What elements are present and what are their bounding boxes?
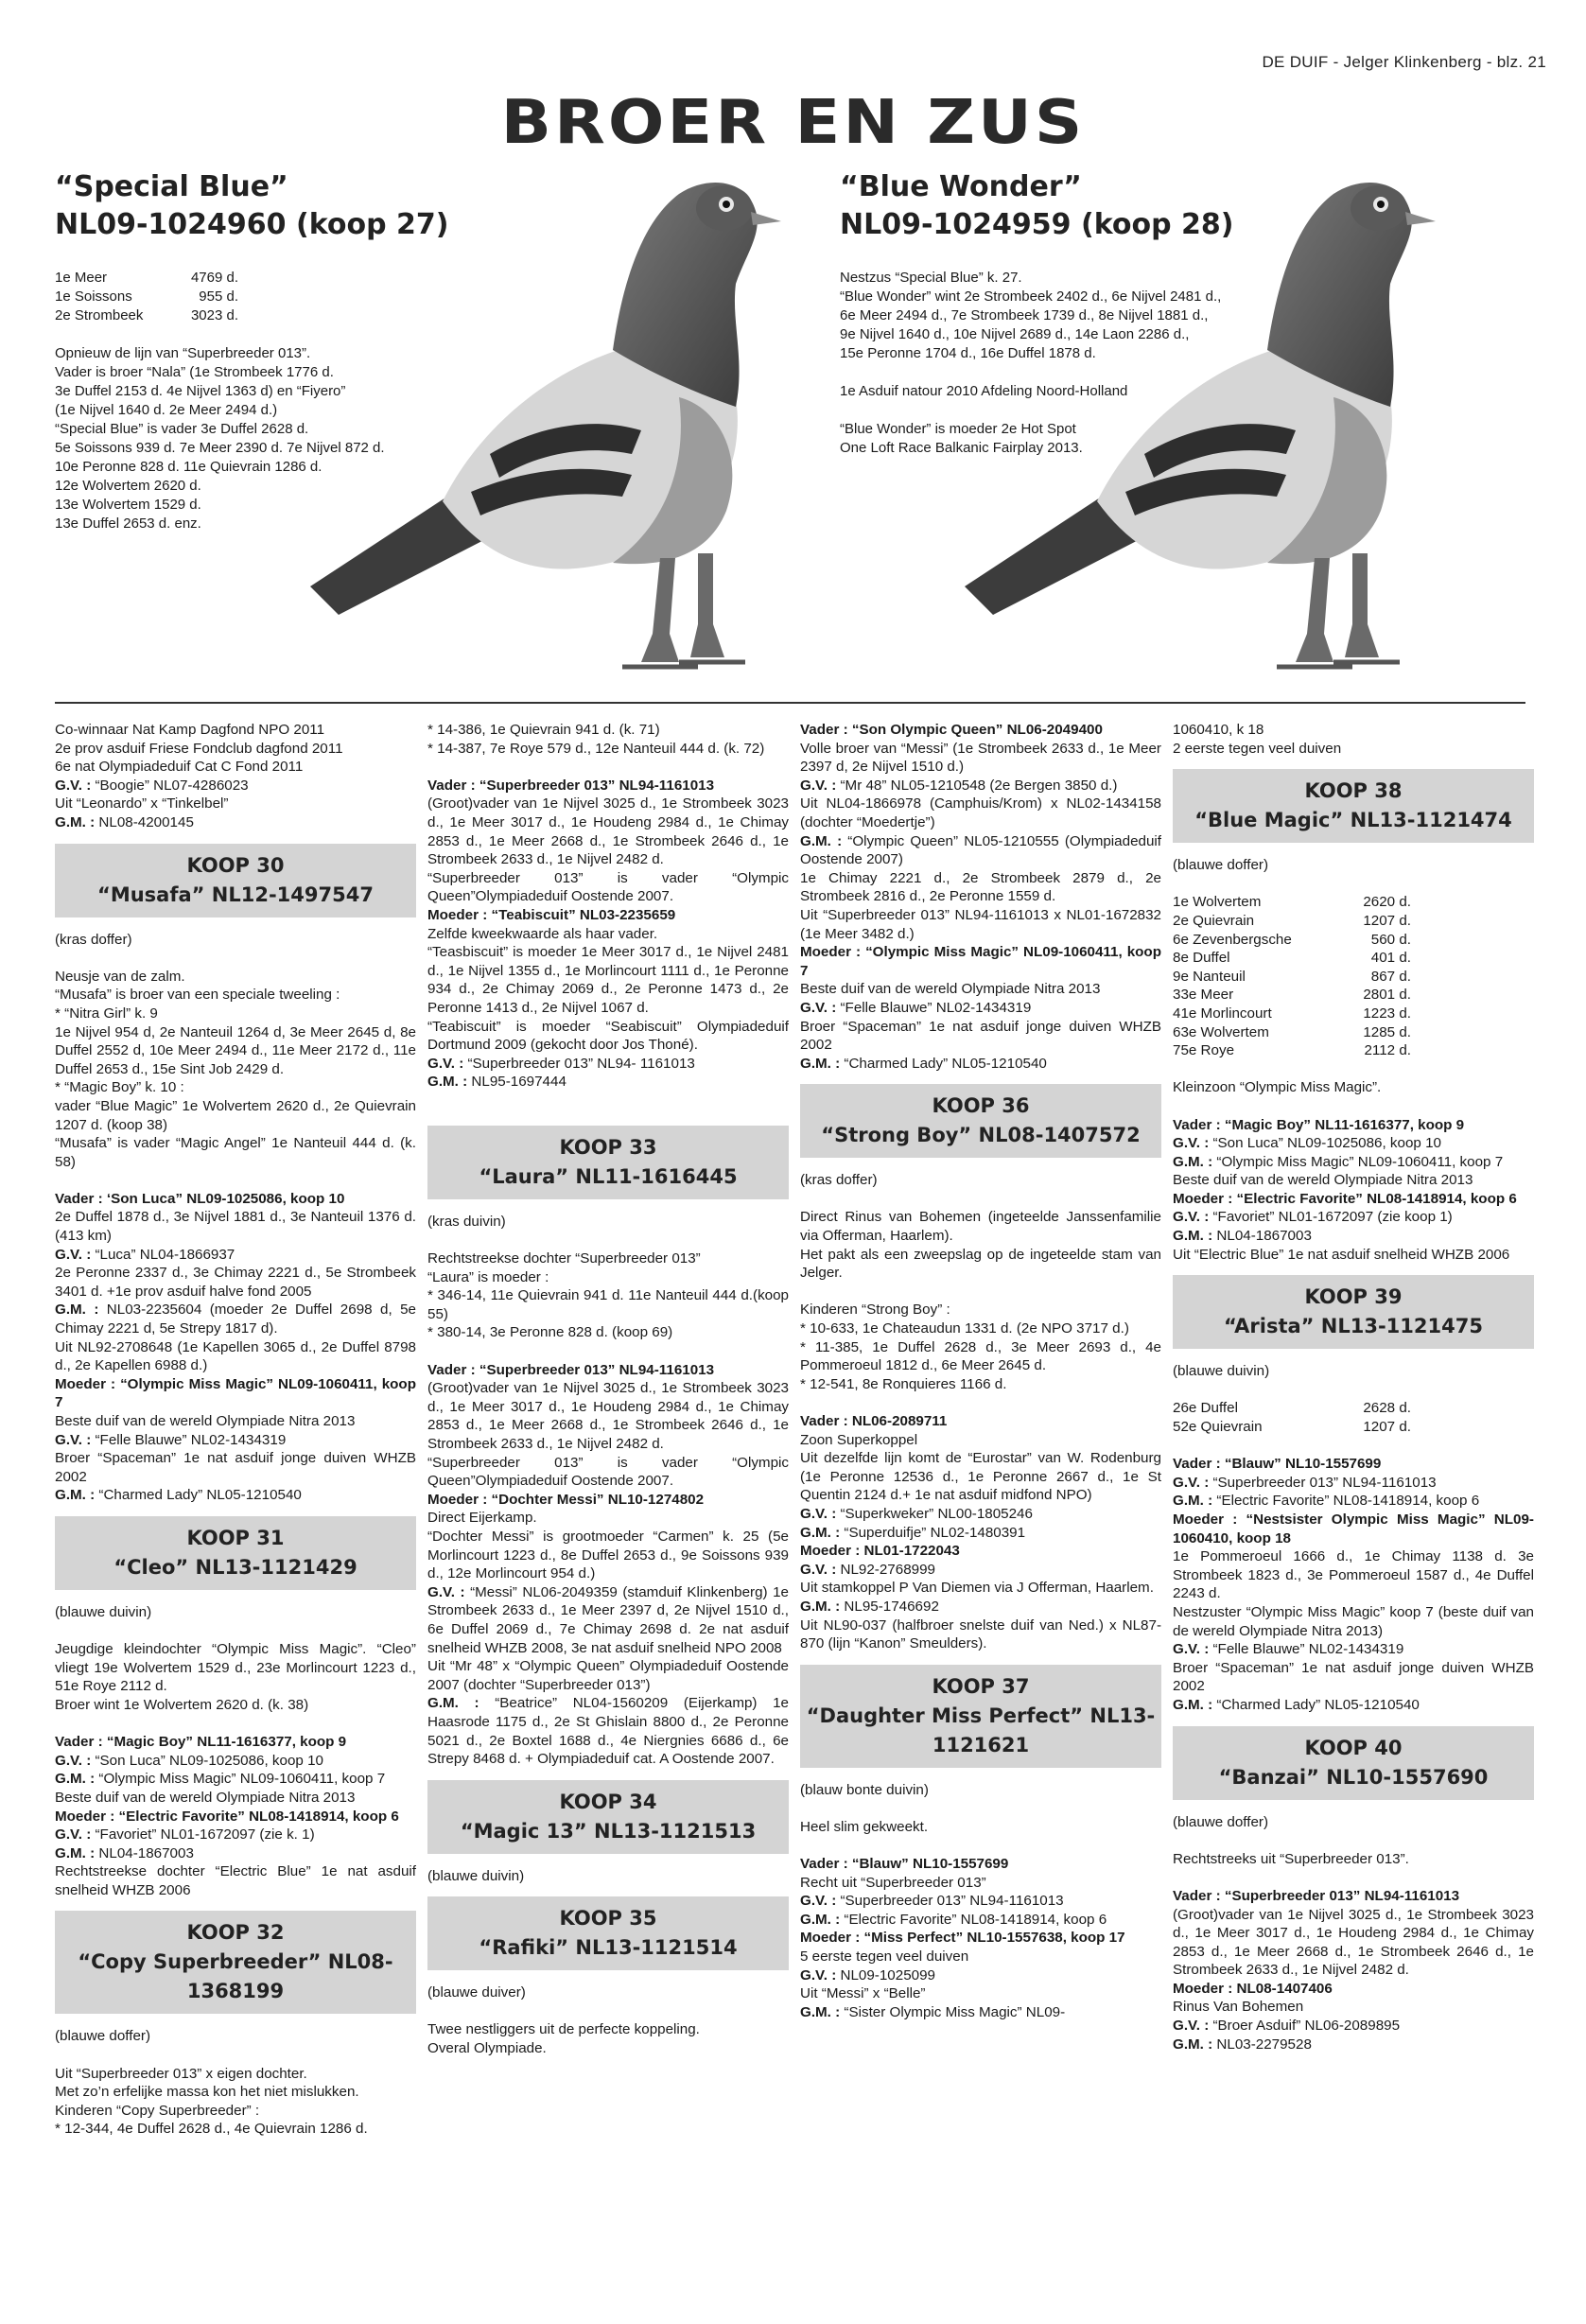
text-line: Broer wint 1e Wolvertem 2620 d. (k. 38) bbox=[55, 1696, 309, 1713]
text-line: “Laura” is moeder : bbox=[427, 1268, 549, 1285]
text-line: G.V. : “Mr 48” NL05-1210548 (2e Bergen 3850 d.) bbox=[800, 777, 1118, 794]
column-3 bbox=[800, 721, 1161, 2021]
text-line: 3e Duffel 2153 d. 4e Nijvel 1363 d) en “Fiyero” bbox=[55, 383, 346, 399]
divider-rule bbox=[55, 702, 1525, 704]
text-line: “Superbreeder 013” is vader “Olympic Queen”Olympiadeduif Oostende 2007. bbox=[427, 1454, 789, 1490]
koop-40-heading: KOOP 40 “Banzai” NL10-1557690 bbox=[1173, 1726, 1534, 1800]
text-line: Moeder : “Electric Favorite” NL08-1418914, koop 6 bbox=[1173, 1190, 1517, 1207]
text-line: G.M. : NL95-1746692 bbox=[800, 1598, 939, 1615]
text-line: G.M. : “Sister Olympic Miss Magic” NL09- bbox=[800, 2003, 1066, 2020]
koop-38-heading: KOOP 38 “Blue Magic” NL13-1121474 bbox=[1173, 769, 1534, 843]
stat-row: 63e Wolvertem 1285 d. bbox=[1173, 1023, 1411, 1040]
right-bird-name: “Blue Wonder” bbox=[840, 170, 1082, 203]
text-line: Beste duif van de wereld Olympiade Nitra 2013 bbox=[55, 1413, 356, 1429]
text-line: (blauwe doffer) bbox=[55, 2028, 151, 2045]
text-line: Beste duif van de wereld Olympiade Nitra 2013 bbox=[1173, 1172, 1473, 1189]
text-line: 6e nat Olympiadeduif Cat C Fond 2011 bbox=[55, 759, 304, 776]
text-line: Moeder : “Electric Favorite” NL08-1418914, koop 6 bbox=[55, 1808, 399, 1825]
text-line: * 14-386, 1e Quievrain 941 d. (k. 71) bbox=[427, 722, 660, 738]
text-line: G.V. : NL92-2768999 bbox=[800, 1561, 935, 1578]
text-line: Met zo’n erfelijke massa kon het niet mislukken. bbox=[55, 2084, 359, 2101]
text-line: G.M. : NL04-1867003 bbox=[1173, 1228, 1312, 1245]
text-line: G.V. : “Superbreeder 013” NL94-1161013 bbox=[800, 1893, 1064, 1910]
pigeon-photo-left bbox=[301, 170, 830, 695]
text-line: 1e Asduif natour 2010 Afdeling Noord-Holland bbox=[840, 383, 1128, 399]
stat-value: 3023 d. bbox=[190, 307, 238, 323]
text-line: Moeder : “Teabiscuit” NL03-2235659 bbox=[427, 906, 676, 923]
text-line: 2e Duffel 1878 d., 3e Nijvel 1881 d., 3e Nanteuil 1376 d. (413 km) bbox=[55, 1209, 416, 1245]
koop-31-heading: KOOP 31 “Cleo” NL13-1121429 bbox=[55, 1516, 416, 1590]
text-line: G.V. : “Superbreeder 013” NL94- 1161013 bbox=[427, 1055, 695, 1072]
text-line: G.M. : NL03-2279528 bbox=[1173, 2036, 1312, 2053]
text-line: Beste duif van de wereld Olympiade Nitra 2013 bbox=[800, 981, 1101, 998]
text-line: 1e Chimay 2221 d., 2e Strombeek 2879 d., 2e Strombeek 2816 d., 2e Peronne 1559 d. bbox=[800, 869, 1161, 905]
text-line: Direct Eijerkamp. bbox=[427, 1510, 537, 1527]
text-line: (blauwe duiver) bbox=[427, 1984, 526, 2001]
text-line: G.V. : “Son Luca” NL09-1025086, koop 10 bbox=[1173, 1135, 1441, 1152]
koop-34-heading: KOOP 34 “Magic 13” NL13-1121513 bbox=[427, 1780, 789, 1854]
text-line: * 12-344, 4e Duffel 2628 d., 4e Quievrain 1286 d. bbox=[55, 2121, 368, 2138]
text-line: Moeder : NL01-1722043 bbox=[800, 1543, 960, 1560]
text-line: G.V. : “Felle Blauwe” NL02-1434319 bbox=[800, 999, 1032, 1016]
text-line: Recht uit “Superbreeder 013” bbox=[800, 1874, 986, 1891]
text-line: G.M. : “Olympic Miss Magic” NL09-1060411, koop 7 bbox=[1173, 1153, 1504, 1170]
stat-row: 6e Zevenbergsche 560 d. bbox=[1173, 931, 1411, 948]
text-line: Moeder : NL08-1407406 bbox=[1173, 1980, 1333, 1997]
text-line: * 10-633, 1e Chateaudun 1331 d. (2e NPO 3717 d.) bbox=[800, 1320, 1129, 1337]
right-bird-ring: NL09-1024959 (koop 28) bbox=[840, 208, 1234, 241]
text-line: Vader : “Superbreeder 013” NL94-1161013 bbox=[427, 777, 715, 794]
text-line: G.V. : “Luca” NL04-1866937 bbox=[55, 1246, 235, 1263]
text-line: G.V. : “Messi” NL06-2049359 (stamduif Klinkenberg) 1e Strombeek 2633 d., 1e Meer 2397 d, 2e Nijvel 1510 d., 6e Duffel 2069 d., 7e Chimay 2698 d. 2e nat asduif snelheid WHZB 2008, 3e nat asduif snelheid NPO 2008 bbox=[427, 1583, 789, 1656]
text-line: “Special Blue” is vader 3e Duffel 2628 d. bbox=[55, 421, 309, 437]
koop-32-heading: KOOP 32 “Copy Superbreeder” NL08-1368199 bbox=[55, 1911, 416, 2014]
text-line: 2e Peronne 2337 d., 3e Chimay 2221 d., 5e Strombeek 3401 d. +1e prov asduif halve fond 2005 bbox=[55, 1265, 416, 1300]
text-line: Vader : “Superbreeder 013” NL94-1161013 bbox=[427, 1361, 715, 1378]
stat-row: 1e Wolvertem 2620 d. bbox=[1173, 894, 1411, 911]
text-line: “Dochter Messi” is grootmoeder “Carmen” k. 25 (5e Morlincourt 1223 d., 8e Duffel 2653 d., 9e Soissons 939 d., 12e Morlincourt 954 d.) bbox=[427, 1528, 789, 1582]
text-line: G.V. : “Boogie” NL07-4286023 bbox=[55, 777, 249, 794]
text-line: Co-winnaar Nat Kamp Dagfond NPO 2011 bbox=[55, 722, 325, 738]
text-line: Uit “Messi” x “Belle” bbox=[800, 1985, 926, 2002]
text-line: Vader : “Magic Boy” NL11-1616377, koop 9 bbox=[1173, 1116, 1465, 1133]
text-line: G.M. : NL08-4200145 bbox=[55, 813, 194, 830]
text-line: * 380-14, 3e Peronne 828 d. (koop 69) bbox=[427, 1324, 673, 1341]
text-line: Kinderen “Copy Superbreeder” : bbox=[55, 2102, 260, 2119]
text-line: Vader : “Blauw” NL10-1557699 bbox=[1173, 1456, 1382, 1473]
text-line: Uit dezelfde lijn komt de “Eurostar” van W. Rodenburg (1e Peronne 12536 d., 1e Peronne 2667 d., 1e St Quentin 2124 d.+ 1e nat asduif midfond NPO) bbox=[800, 1450, 1161, 1504]
page-title: BROER EN ZUS bbox=[500, 86, 1086, 158]
text-line: 5 eerste tegen veel duiven bbox=[800, 1948, 969, 1966]
pigeon-photo-right bbox=[955, 170, 1485, 695]
text-line: G.M. : NL95-1697444 bbox=[427, 1074, 566, 1091]
text-line: (Groot)vader van 1e Nijvel 3025 d., 1e Strombeek 3023 d., 1e Meer 3017 d., 1e Houdeng 2984 d., 1e Chimay 2853 d., 1e Meer 2668 d., 1e Strombeek 2646 d., 1e Strombeek 2633 d., 1e Nijvel 2482 d. bbox=[1173, 1906, 1534, 1979]
koop-30-heading: KOOP 30 “Musafa” NL12-1497547 bbox=[55, 844, 416, 917]
text-line: (blauw bonte duivin) bbox=[800, 1781, 929, 1798]
stat-value: 955 d. bbox=[199, 288, 238, 305]
column-4 bbox=[1173, 721, 1534, 2053]
text-line: G.M. : “Charmed Lady” NL05-1210540 bbox=[800, 1055, 1047, 1072]
text-line: “Teabiscuit” is moeder “Seabiscuit” Olympiadeduif Dortmund 2009 (gekocht door Jos Thoné). bbox=[427, 1018, 789, 1054]
text-line: (kras doffer) bbox=[800, 1172, 878, 1189]
text-line: Moeder : “Olympic Miss Magic” NL09-1060411, koop 7 bbox=[800, 944, 1161, 979]
column-2 bbox=[427, 721, 789, 2058]
text-line: vader “Blue Magic” 1e Wolvertem 2620 d., 2e Quievrain 1207 d. (koop 38) bbox=[55, 1097, 416, 1133]
text-line: * 346-14, 11e Quievrain 941 d. 11e Nanteuil 444 d.(koop 55) bbox=[427, 1287, 789, 1322]
text-line: 6e Meer 2494 d., 7e Strombeek 1739 d., 8e Nijvel 1881 d., bbox=[840, 307, 1209, 323]
stat-row: 41e Morlincourt 1223 d. bbox=[1173, 1005, 1411, 1022]
text-line: Zelfde kweekwaarde als haar vader. bbox=[427, 925, 658, 942]
text-line: G.M. : “Electric Favorite” NL08-1418914, koop 6 bbox=[800, 1911, 1107, 1928]
text-line: G.V. : “Favoriet” NL01-1672097 (zie koop 1) bbox=[1173, 1209, 1453, 1226]
text-line: G.V. : “Son Luca” NL09-1025086, koop 10 bbox=[55, 1752, 323, 1769]
text-line: Beste duif van de wereld Olympiade Nitra 2013 bbox=[55, 1789, 356, 1806]
text-line: (blauwe duivin) bbox=[1173, 1363, 1270, 1380]
text-line: “Blue Wonder” wint 2e Strombeek 2402 d., 6e Nijvel 2481 d., bbox=[840, 288, 1222, 305]
text-line: Nestzuster “Olympic Miss Magic” koop 7 (beste duif van de wereld Olympiade Nitra 2013) bbox=[1173, 1603, 1534, 1639]
running-head: DE DUIF - Jelger Klinkenberg - blz. 21 bbox=[1262, 53, 1546, 71]
stat-row: 75e Roye 2112 d. bbox=[1173, 1042, 1411, 1059]
text-line: 10e Peronne 828 d. 11e Quievrain 1286 d. bbox=[55, 459, 322, 475]
text-line: Uit NL04-1866978 (Camphuis/Krom) x NL02-1434158 (dochter “Moedertje”) bbox=[800, 795, 1161, 830]
stat-row: 26e Duffel 2628 d. bbox=[1173, 1400, 1411, 1417]
text-line: 2 eerste tegen veel duiven bbox=[1173, 740, 1342, 757]
text-line: Vader : ‘Son Luca” NL09-1025086, koop 10 bbox=[55, 1190, 345, 1207]
text-line: “Musafa” is broer van een speciale tweeling : bbox=[55, 987, 340, 1004]
text-line: Uit NL92-2708648 (1e Kapellen 3065 d., 2e Duffel 8798 d., 2e Kapellen 6988 d.) bbox=[55, 1338, 416, 1374]
text-line: G.V. : “Superkweker” NL00-1805246 bbox=[800, 1505, 1033, 1522]
text-line: “Blue Wonder” is moeder 2e Hot Spot bbox=[840, 421, 1076, 437]
text-line: Neusje van de zalm. bbox=[55, 968, 185, 985]
stat-row: 2e Quievrain 1207 d. bbox=[1173, 912, 1411, 929]
stat-row: 8e Duffel 401 d. bbox=[1173, 950, 1411, 967]
left-bird-ring: NL09-1024960 (koop 27) bbox=[55, 208, 449, 241]
text-line: G.M. : “Charmed Lady” NL05-1210540 bbox=[1173, 1696, 1420, 1713]
text-line: Zoon Superkoppel bbox=[800, 1431, 918, 1448]
text-line: Nestzus “Special Blue” k. 27. bbox=[840, 270, 1022, 286]
text-line: G.M. : “Electric Favorite” NL08-1418914, koop 6 bbox=[1173, 1493, 1480, 1510]
text-line: Moeder : “Nestsister Olympic Miss Magic” NL09-1060410, koop 18 bbox=[1173, 1511, 1534, 1546]
koop-39-heading: KOOP 39 “Arista” NL13-1121475 bbox=[1173, 1275, 1534, 1349]
text-line: 2e prov asduif Friese Fondclub dagfond 2011 bbox=[55, 740, 343, 757]
text-line: 13e Duffel 2653 d. enz. bbox=[55, 515, 201, 532]
text-line: Uit stamkoppel P Van Diemen via J Offerman, Haarlem. bbox=[800, 1580, 1154, 1597]
text-line: (blauwe duivin) bbox=[427, 1867, 525, 1884]
koop-35-heading: KOOP 35 “Rafiki” NL13-1121514 bbox=[427, 1896, 789, 1970]
text-line: G.M. : “Charmed Lady” NL05-1210540 bbox=[55, 1487, 302, 1504]
text-line: G.M. : “Olympic Miss Magic” NL09-1060411, koop 7 bbox=[55, 1771, 386, 1788]
koop-33-heading: KOOP 33 “Laura” NL11-1616445 bbox=[427, 1126, 789, 1199]
text-line: G.M. : “Olympic Queen” NL05-1210555 (Olympiadeduif Oostende 2007) bbox=[800, 832, 1161, 868]
text-line: Uit “Electric Blue” 1e nat asduif snelheid WHZB 2006 bbox=[1173, 1246, 1510, 1263]
stat-value: 4769 d. bbox=[190, 270, 238, 286]
text-line: 5e Soissons 939 d. 7e Meer 2390 d. 7e Nijvel 872 d. bbox=[55, 440, 385, 456]
text-line: G.V. : “Felle Blauwe” NL02-1434319 bbox=[1173, 1641, 1404, 1658]
text-line: Uit “Leonardo” x “Tinkelbel” bbox=[55, 795, 229, 813]
text-line: (blauwe doffer) bbox=[1173, 857, 1269, 874]
text-line: (kras duivin) bbox=[427, 1213, 506, 1230]
left-bird-name: “Special Blue” bbox=[55, 170, 288, 203]
text-line: Moeder : “Olympic Miss Magic” NL09-1060411, koop 7 bbox=[55, 1375, 416, 1411]
text-line: Jeugdige kleindochter “Olympic Miss Magic”. “Cleo” vliegt 19e Wolvertem 1529 d., 23e Morlincourt 1223 d., 51e Roye 2112 d. bbox=[55, 1641, 416, 1695]
text-line: * “Magic Boy” k. 10 : bbox=[55, 1079, 184, 1096]
text-line: G.V. : “Superbreeder 013” NL94-1161013 bbox=[1173, 1474, 1437, 1491]
text-line: (blauwe duivin) bbox=[55, 1603, 152, 1620]
text-line: (Groot)vader van 1e Nijvel 3025 d., 1e Strombeek 3023 d., 1e Meer 3017 d., 1e Houdeng 2984 d., 1e Chimay 2853 d., 1e Meer 2668 d., 1e Strombeek 2646 d., 1e Strombeek 2633 d., 1e Nijvel 2482 d. bbox=[427, 1380, 789, 1452]
text-line: Moeder : “Dochter Messi” NL10-1274802 bbox=[427, 1491, 705, 1508]
text-line: 12e Wolvertem 2620 d. bbox=[55, 478, 201, 494]
text-line: 9e Nijvel 1640 d., 10e Nijvel 2689 d., 14e Laon 2286 d., bbox=[840, 326, 1190, 342]
text-line: Opnieuw de lijn van “Superbreeder 013”. bbox=[55, 345, 311, 361]
text-line: (blauwe doffer) bbox=[1173, 1813, 1269, 1830]
text-line: Vader : NL06-2089711 bbox=[800, 1413, 948, 1429]
text-line: G.V. : “Favoriet” NL01-1672097 (zie k. 1) bbox=[55, 1826, 315, 1843]
text-line: Broer “Spaceman” 1e nat asduif jonge duiven WHZB 2002 bbox=[1173, 1659, 1534, 1695]
text-line: Vader : “Magic Boy” NL11-1616377, koop 9 bbox=[55, 1734, 347, 1751]
koop-37-heading: KOOP 37 “Daughter Miss Perfect” NL13-1121621 bbox=[800, 1665, 1161, 1768]
text-line: * 12-541, 8e Ronquieres 1166 d. bbox=[800, 1375, 1007, 1392]
text-line: Kleinzoon “Olympic Miss Magic”. bbox=[1173, 1079, 1382, 1096]
stat-label: 1e Soissons bbox=[55, 288, 132, 305]
text-line: G.V. : “Broer Asduif” NL06-2089895 bbox=[1173, 2018, 1401, 2035]
text-line: G.M. : NL04-1867003 bbox=[55, 1844, 194, 1861]
text-line: G.M. : “Beatrice” NL04-1560209 (Eijerkamp) 1e Haasrode 1175 d., 2e St Ghislain 8800 d., 2e Peronne 5021 d., 2e Boxtel 1688 d., 4e Niergnies 6686 d., 6e Strepy 8468 d. + Olympiadeduif cat. A Oostende 2007. bbox=[427, 1695, 789, 1768]
stat-row: 52e Quievrain 1207 d. bbox=[1173, 1419, 1411, 1436]
text-line: “Musafa” is vader “Magic Angel” 1e Nanteuil 444 d. (k. 58) bbox=[55, 1135, 416, 1170]
text-line: Moeder : “Miss Perfect” NL10-1557638, koop 17 bbox=[800, 1930, 1125, 1947]
text-line: Broer “Spaceman” 1e nat asduif jonge duiven WHZB 2002 bbox=[800, 1018, 1161, 1054]
text-line: Uit “Mr 48” x “Olympic Queen” Olympiadeduif Oostende 2007 (dochter “Superbreeder 013”) bbox=[427, 1658, 789, 1693]
text-line: 13e Wolvertem 1529 d. bbox=[55, 497, 201, 513]
stat-label: 1e Meer bbox=[55, 270, 108, 286]
text-line: Twee nestliggers uit de perfecte koppeling. bbox=[427, 2021, 700, 2038]
text-line: (1e Nijvel 1640 d. 2e Meer 2494 d.) bbox=[55, 402, 278, 418]
text-line: * 14-387, 7e Roye 579 d., 12e Nanteuil 444 d. (k. 72) bbox=[427, 740, 765, 757]
text-line: G.V. : NL09-1025099 bbox=[800, 1966, 935, 1983]
text-line: Vader is broer “Nala” (1e Strombeek 1776 d. bbox=[55, 364, 334, 380]
column-1 bbox=[55, 721, 416, 2139]
text-line: “Teasbiscuit” is moeder 1e Meer 3017 d., 1e Nijvel 2481 d., 1e Nijvel 1355 d., 1e Morlincourt 1111 d., 1e Peronne 934 d., 2e Chimay 2069 d., 2e Peronne 1473 d., 2e Peronne 1413 d., 2e Nijvel 1067 d. bbox=[427, 944, 789, 1016]
text-line: Uit “Superbreeder 013” x eigen dochter. bbox=[55, 2065, 307, 2082]
text-line: Rechtstreekse dochter “Superbreeder 013” bbox=[427, 1250, 701, 1267]
text-line: G.M. : “Superduifje” NL02-1480391 bbox=[800, 1524, 1026, 1541]
text-line: * 11-385, 1e Duffel 2628 d., 3e Meer 2693 d., 4e Pommeroeul 1812 d., 6e Meer 2645 d. bbox=[800, 1338, 1161, 1374]
text-line: Uit “Superbreeder 013” NL94-1161013 x NL01-1672832 (1e Meer 3482 d.) bbox=[800, 906, 1161, 942]
text-line: 1e Pommeroeul 1666 d., 1e Chimay 1138 d. 3e Strombeek 1823 d., 3e Pommeroeul 1587 d., 4e Duffel 2243 d. bbox=[1173, 1548, 1534, 1602]
text-line: Het pakt als een zweepslag op de ingeteelde stam van Jelger. bbox=[800, 1246, 1161, 1282]
stat-row: 9e Nanteuil 867 d. bbox=[1173, 968, 1411, 985]
text-line: (kras doffer) bbox=[55, 931, 132, 948]
stat-label: 2e Strombeek bbox=[55, 307, 144, 323]
text-line: * “Nitra Girl” k. 9 bbox=[55, 1005, 158, 1022]
text-line: Broer “Spaceman” 1e nat asduif jonge duiven WHZB 2002 bbox=[55, 1450, 416, 1485]
stat-row: 33e Meer 2801 d. bbox=[1173, 987, 1411, 1004]
text-line: Volle broer van “Messi” (1e Strombeek 2633 d., 1e Meer 2397 d, 2e Nijvel 1510 d.) bbox=[800, 740, 1161, 776]
text-line: One Loft Race Balkanic Fairplay 2013. bbox=[840, 440, 1083, 456]
text-line: Rinus Van Bohemen bbox=[1173, 1999, 1304, 2016]
text-line: Vader : “Blauw” NL10-1557699 bbox=[800, 1856, 1009, 1873]
text-line: Rechtstreeks uit “Superbreeder 013”. bbox=[1173, 1850, 1409, 1867]
text-line: G.M. : NL03-2235604 (moeder 2e Duffel 2698 d, 5e Chimay 2221 d, 5e Strepy 1817 d). bbox=[55, 1302, 416, 1337]
text-line: Kinderen “Strong Boy” : bbox=[800, 1302, 950, 1319]
text-line: 1060410, k 18 bbox=[1173, 722, 1264, 738]
text-line: Uit NL90-037 (halfbroer snelste duif van Ned.) x NL87-870 (lijn “Kanon” Smeulders). bbox=[800, 1616, 1161, 1652]
text-line: 15e Peronne 1704 d., 16e Duffel 1878 d. bbox=[840, 345, 1096, 361]
text-line: Heel slim gekweekt. bbox=[800, 1818, 929, 1835]
text-line: (Groot)vader van 1e Nijvel 3025 d., 1e Strombeek 3023 d., 1e Meer 3017 d., 1e Houdeng 2984 d., 1e Chimay 2853 d., 1e Meer 2668 d., 1e Strombeek 2646 d., 1e Strombeek 2633 d., 1e Nijvel 2482 d. bbox=[427, 795, 789, 868]
koop-36-heading: KOOP 36 “Strong Boy” NL08-1407572 bbox=[800, 1084, 1161, 1158]
text-line: Direct Rinus van Bohemen (ingeteelde Janssenfamilie via Offerman, Haarlem). bbox=[800, 1209, 1161, 1245]
text-line: Vader : “Son Olympic Queen” NL06-2049400 bbox=[800, 722, 1103, 738]
text-line: Overal Olympiade. bbox=[427, 2040, 547, 2057]
text-line: 1e Nijvel 954 d, 2e Nanteuil 1264 d, 3e Meer 2645 d, 8e Duffel 2552 d, 10e Meer 2494 d., 11e Meer 2172 d., 11e Duffel 2653 d., 15e Sint Job 2429 d. bbox=[55, 1023, 416, 1077]
text-line: Rechtstreekse dochter “Electric Blue” 1e nat asduif snelheid WHZB 2006 bbox=[55, 1863, 416, 1898]
text-line: Vader : “Superbreeder 013” NL94-1161013 bbox=[1173, 1887, 1460, 1904]
text-line: “Superbreeder 013” is vader “Olympic Queen”Olympiadeduif Oostende 2007. bbox=[427, 869, 789, 905]
text-line: G.V. : “Felle Blauwe” NL02-1434319 bbox=[55, 1431, 287, 1448]
